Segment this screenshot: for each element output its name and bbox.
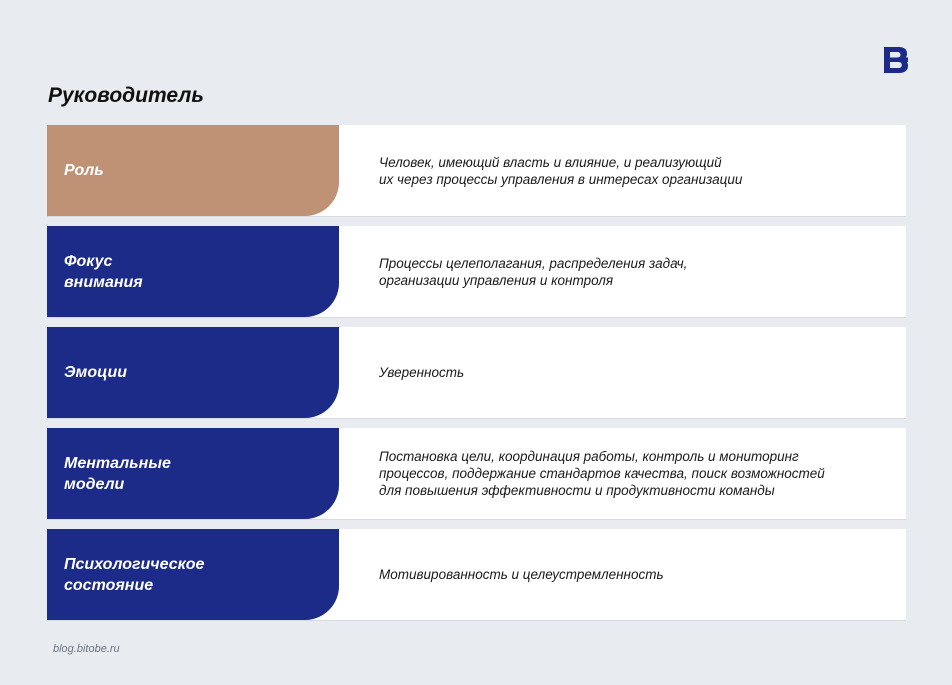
- row-label-focus: Фокус внимания: [47, 226, 339, 317]
- row-label-psych-state: Психологическое состояние: [47, 529, 339, 620]
- row-description-mental-models: Постановка цели, координация работы, контроль и мониторинг процессов, поддержание стандартов качества, поиск возможностей для повышения эффективности и продуктивности команды: [379, 449, 825, 498]
- comparison-table: [47, 125, 906, 630]
- row-label-emotions: Эмоции: [47, 327, 339, 418]
- row-focus: [47, 226, 906, 318]
- row-label-role: Роль: [47, 125, 339, 216]
- row-description-emotions: Уверенность: [379, 365, 465, 380]
- row-description-focus: Процессы целеполагания, распределения задач, организации управления и контроля: [379, 255, 688, 288]
- row-description-psych-state: Мотивированность и целеустремленность: [379, 567, 664, 582]
- row-description-role: Человек, имеющий власть и влияние, и реализующий их через процессы управления в интересах организации: [379, 154, 743, 187]
- page-title: Руководитель: [48, 84, 204, 107]
- row-label-mental-models: Ментальные модели: [47, 428, 339, 519]
- row-emotions: [47, 327, 906, 419]
- row-psych-state: [47, 529, 906, 621]
- bitobe-logo-icon: [884, 47, 908, 73]
- footer-url[interactable]: blog.bitobe.ru: [53, 643, 120, 655]
- row-mental-models: [47, 428, 906, 520]
- row-role: [47, 125, 906, 217]
